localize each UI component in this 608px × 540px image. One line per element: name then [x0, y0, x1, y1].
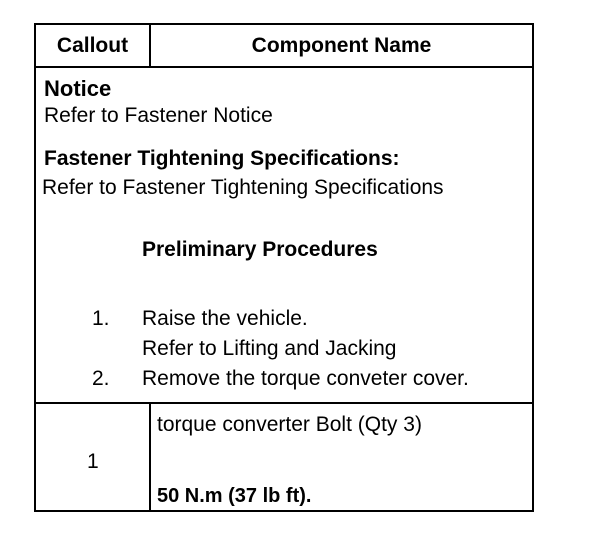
row-callout-number: 1 — [87, 450, 99, 473]
table-row — [36, 404, 532, 510]
header-component-name: Component Name — [251, 33, 432, 57]
fastener-spec-text: Refer to Fastener Tightening Specifications — [42, 176, 444, 199]
fastener-spec-title: Fastener Tightening Specifications: — [44, 147, 400, 170]
notice-title: Notice — [44, 76, 112, 101]
header-callout: Callout — [36, 25, 151, 66]
component-table — [34, 23, 534, 512]
step-text: Remove the torque conveter cover. — [142, 367, 469, 390]
row-torque-spec: 50 N.m (37 lb ft). — [157, 485, 312, 507]
row-callout-cell — [36, 404, 151, 510]
step-text: Raise the vehicle. — [142, 307, 308, 330]
preliminary-section — [36, 68, 532, 404]
step-number: 1. — [92, 307, 110, 330]
preliminary-procedures-title: Preliminary Procedures — [142, 238, 378, 261]
notice-text: Refer to Fastener Notice — [44, 104, 273, 127]
step-number: 2. — [92, 367, 110, 390]
table-header-row — [36, 25, 532, 68]
row-component-name: torque converter Bolt (Qty 3) — [157, 413, 422, 436]
step-text: Refer to Lifting and Jacking — [142, 337, 397, 360]
